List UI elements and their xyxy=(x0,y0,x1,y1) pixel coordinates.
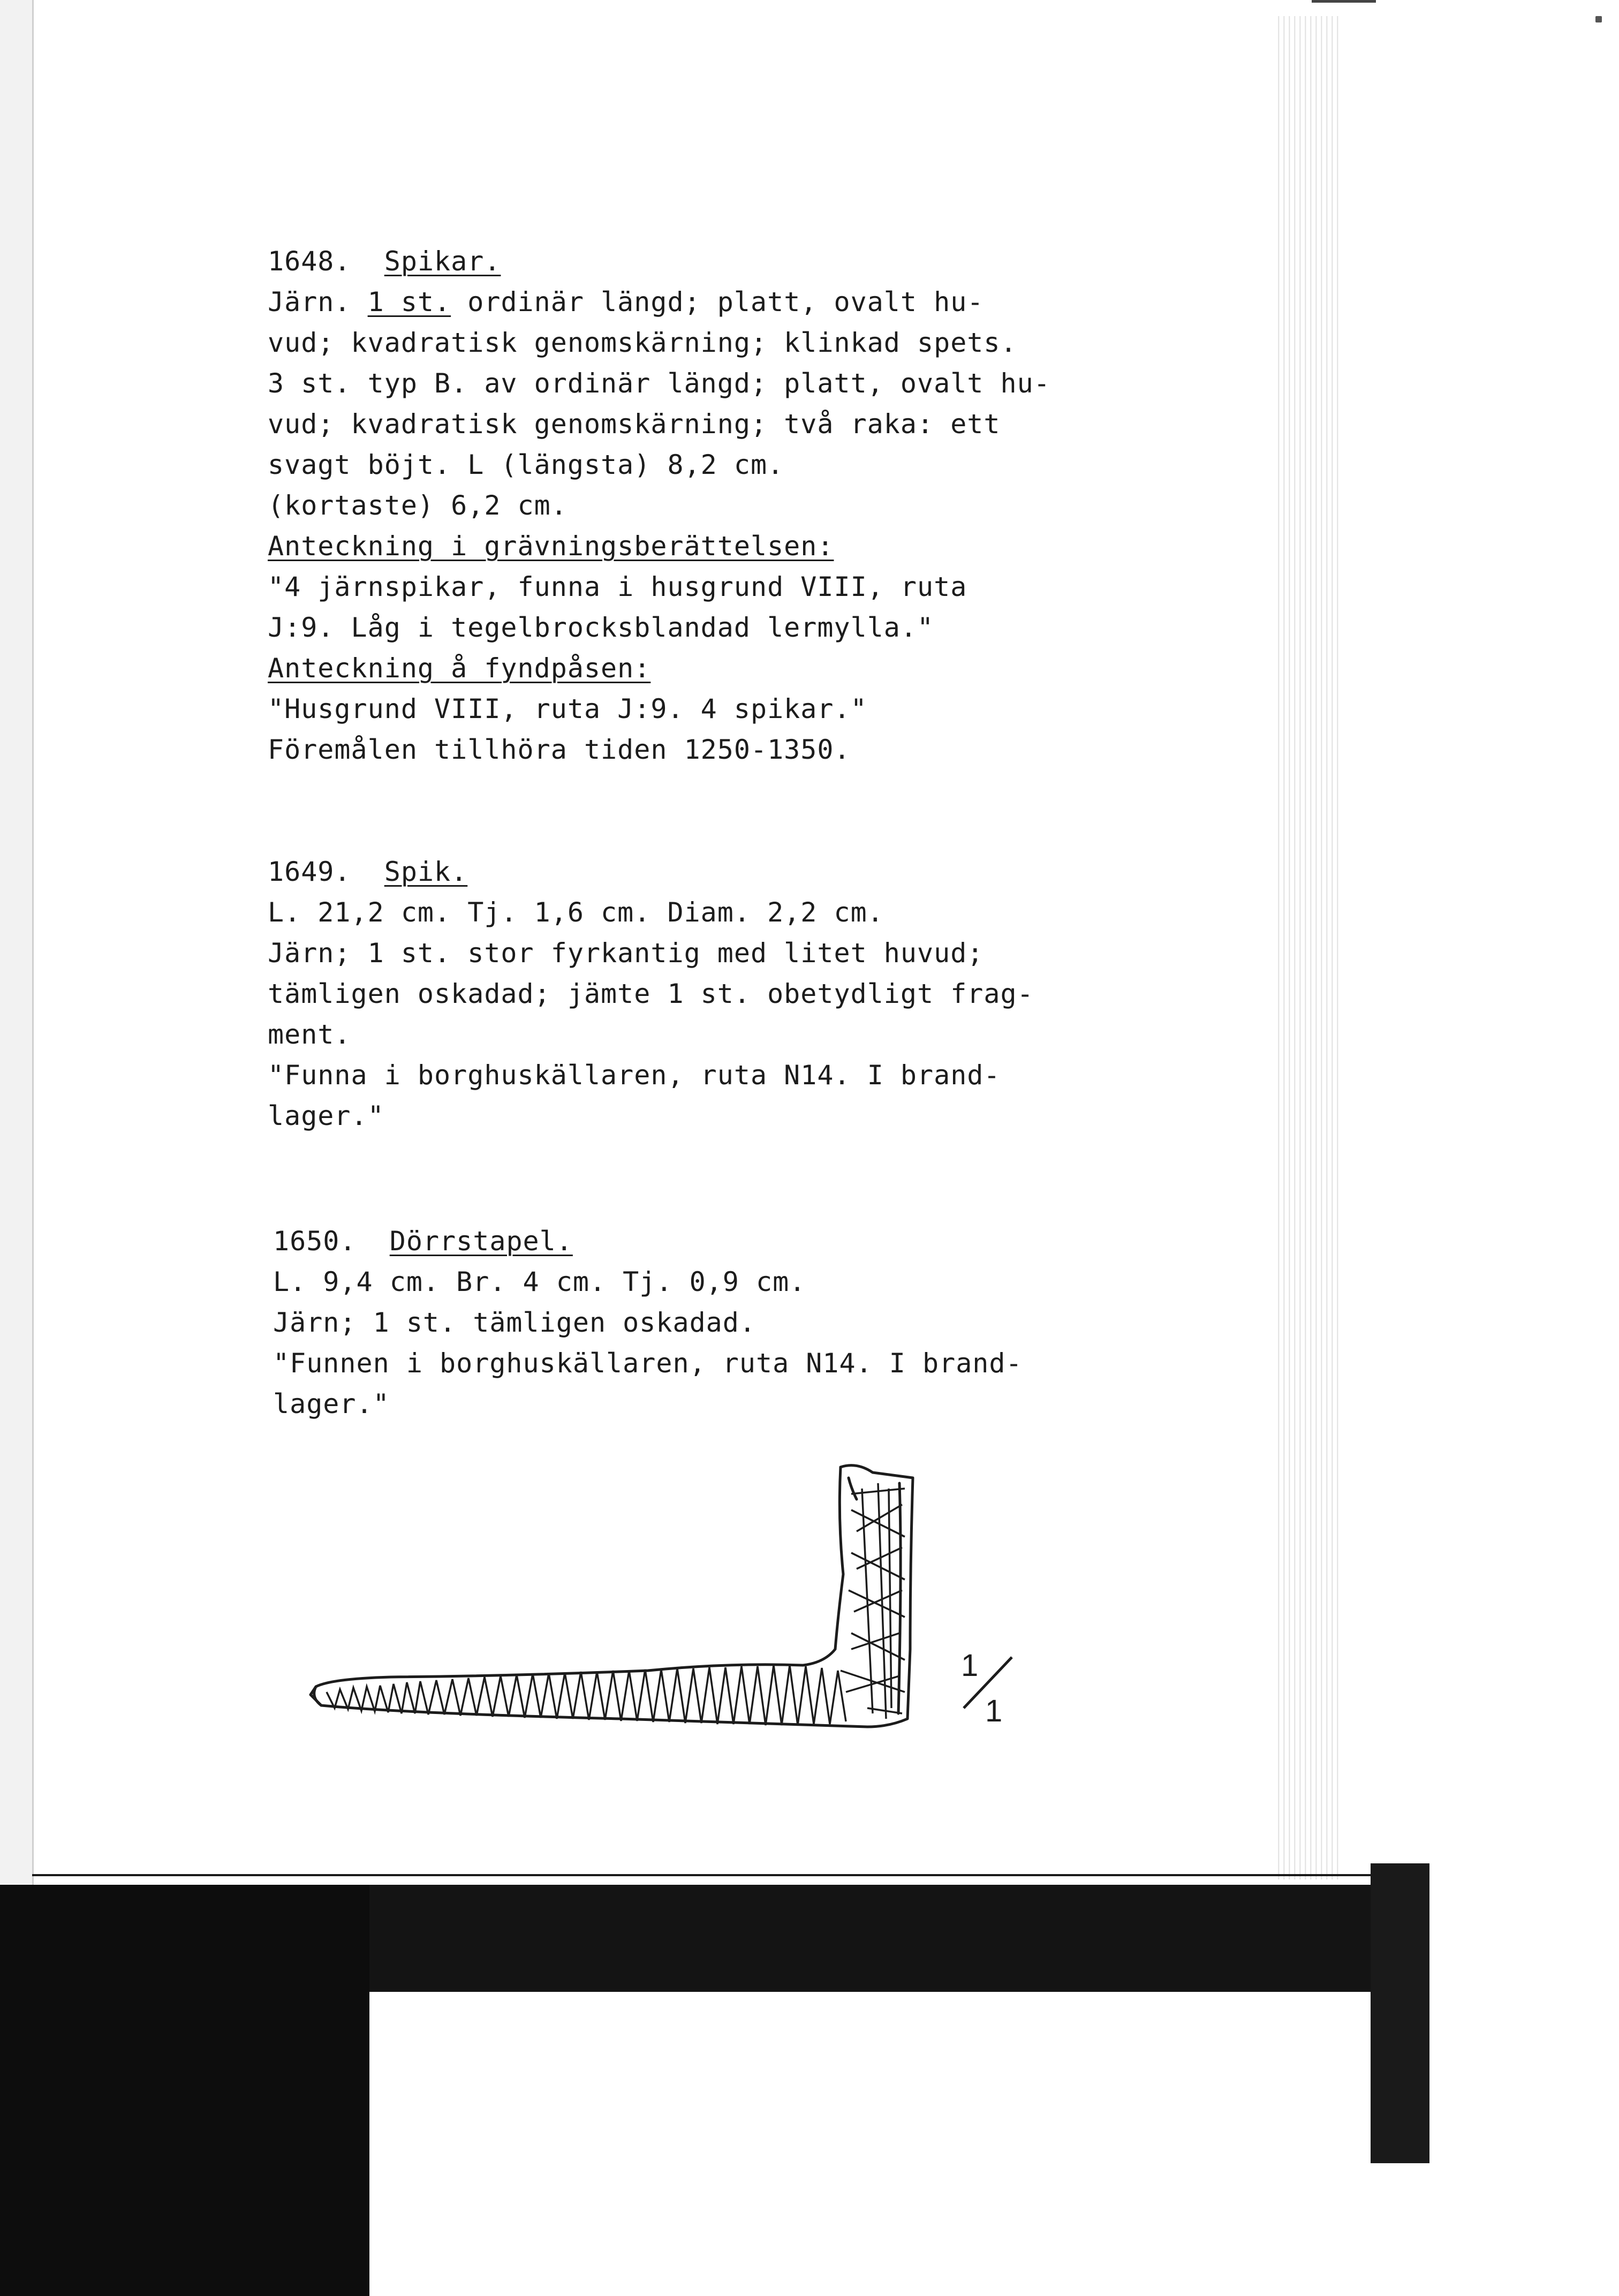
scan-dark-shadow xyxy=(0,1885,369,2296)
entry-text-line: lager." xyxy=(273,1388,390,1419)
note-text-line: J:9. Låg i tegelbrocksblandad lermylla." xyxy=(268,612,934,643)
entry-text-prefix: Järn. xyxy=(268,286,368,318)
scale-indicator xyxy=(953,1644,1023,1729)
page-gutter-edge xyxy=(0,0,34,1885)
entry-text-line: vud; kvadratisk genomskärning; klinkad spets. xyxy=(268,327,1017,358)
entry-heading xyxy=(268,851,1103,892)
entry-text-line: Järn; 1 st. stor fyrkantig med litet huvud; xyxy=(268,938,984,969)
entry-text-line: "Funna i borghuskällaren, ruta N14. I brand- xyxy=(268,1060,1001,1091)
entry-text-line: vud; kvadratisk genomskärning; två raka: ett xyxy=(268,409,1001,440)
entry-number: 1648. xyxy=(268,246,351,277)
entry-text-line: Järn; 1 st. tämligen oskadad. xyxy=(273,1307,756,1338)
entry-text-line: L. 9,4 cm. Br. 4 cm. Tj. 0,9 cm. xyxy=(273,1266,806,1297)
scan-dark-shadow-strip xyxy=(369,1885,1429,1992)
corner-dot xyxy=(1595,16,1602,22)
entry-text-line: "Funnen i borghuskällaren, ruta N14. I brand- xyxy=(273,1348,1023,1379)
entry-text-line: lager." xyxy=(268,1100,384,1131)
catalog-entry-1649 xyxy=(268,851,1103,1136)
entry-number: 1649. xyxy=(268,856,351,887)
entry-text-line: tämligen oskadad; jämte 1 st. obetydligt frag- xyxy=(268,978,1034,1009)
door-staple-sketch-icon xyxy=(300,1456,1044,1746)
entry-text-rest: ordinär längd; platt, ovalt hu- xyxy=(451,286,984,318)
entry-text-line: svagt böjt. L (längsta) 8,2 cm. xyxy=(268,449,784,480)
entry-title: Dörrstapel. xyxy=(389,1226,573,1257)
corner-mark xyxy=(1312,0,1376,3)
entry-title: Spik. xyxy=(384,856,468,887)
note-text-line: "Husgrund VIII, ruta J:9. 4 spikar." xyxy=(268,693,867,724)
entry-title: Spikar. xyxy=(384,246,501,277)
scan-dark-shadow-right xyxy=(1371,1863,1429,2163)
entry-text-line: L. 21,2 cm. Tj. 1,6 cm. Diam. 2,2 cm. xyxy=(268,897,884,928)
catalog-entry-1648 xyxy=(268,241,1103,770)
scale-denominator: 1 xyxy=(985,1694,1003,1728)
entry-text-line: 3 st. typ B. av ordinär längd; platt, ovalt hu- xyxy=(268,368,1050,399)
note-heading-findbag: Anteckning å fyndpåsen: xyxy=(268,653,651,684)
entry-number: 1650. xyxy=(273,1226,357,1257)
note-text-line: "4 järnspikar, funna i husgrund VIII, ruta xyxy=(268,571,967,602)
entry-count-underlined: 1 st. xyxy=(367,286,451,318)
note-text-line: Föremålen tillhöra tiden 1250-1350. xyxy=(268,734,851,765)
catalog-entry-1650 xyxy=(273,1221,1108,1424)
scale-numerator: 1 xyxy=(961,1648,979,1683)
entry-text-line: (kortaste) 6,2 cm. xyxy=(268,490,568,521)
book-page-edges xyxy=(1274,16,1338,1879)
entry-text-line: ment. xyxy=(268,1019,351,1050)
entry-heading xyxy=(273,1221,1108,1262)
entry-heading xyxy=(268,241,1103,282)
entry-text-line xyxy=(268,282,1103,322)
note-heading-excavation: Anteckning i grävningsberättelsen: xyxy=(268,531,834,562)
page-bottom-edge xyxy=(32,1874,1381,1876)
